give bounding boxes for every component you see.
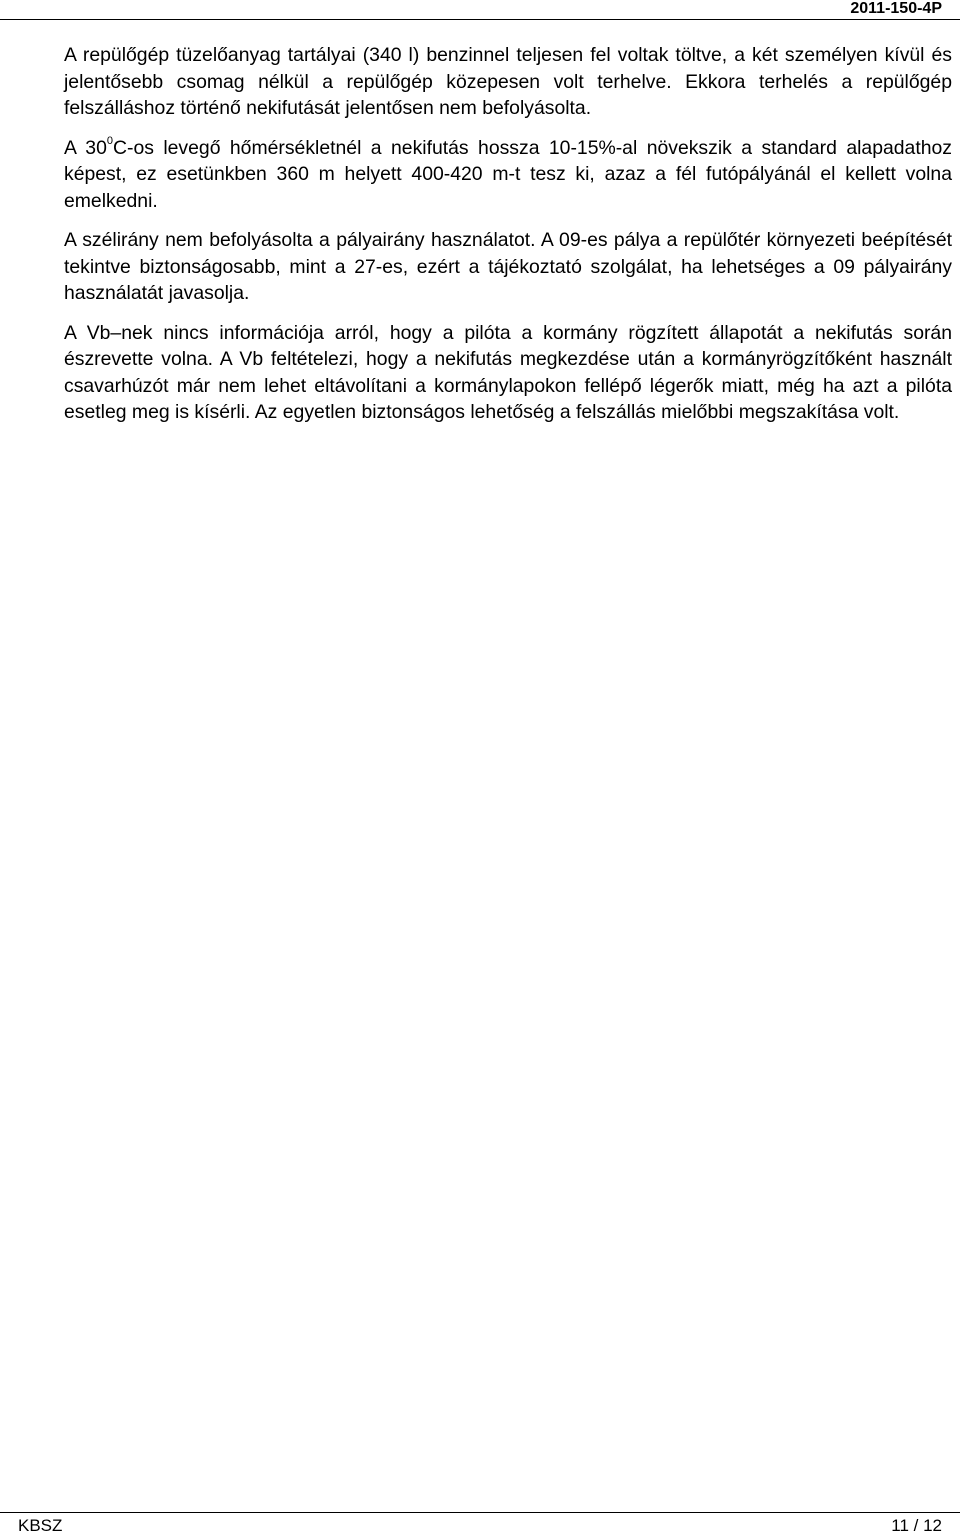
footer-divider bbox=[0, 1512, 960, 1513]
header-divider bbox=[0, 19, 960, 20]
paragraph-conclusion: A Vb–nek nincs információja arról, hogy a pilóta a kormány rögzített állapotát a nekifutás során észrevette volna. A Vb feltételezi, hogy a nekifutás megkezdése után a kormányrögzítőként használt csavarhúzót már nem lehet eltávolítani a kormánylapokon fellépő légerők miatt, még ha azt a pilóta esetleg meg is kísérli. Az egyetlen biztonságos lehetőség a felszállás mielőbbi megszakítása volt. bbox=[64, 321, 952, 423]
paragraph-temperature-rest: C-os levegő hőmérsékletnél a nekifutás hossza 10-15%-al növekszik a standard alapadathoz képest, ez esetünkben 360 m helyett 400-420 m-t tesz ki, azaz a fél futópályánál el kellett volna emelkedni. bbox=[64, 136, 952, 212]
degree-superscript: 0 bbox=[106, 135, 113, 148]
paragraph-temperature bbox=[64, 135, 952, 215]
document-code: 2011-150-4P bbox=[850, 0, 942, 17]
organization-name: KBSZ bbox=[18, 1516, 63, 1535]
paragraph-fuel-load: A repülőgép tüzelőanyag tartályai (340 l) benzinnel teljesen fel voltak töltve, a két személyen kívül és jelentősebb csomag nélkül a repülőgép közepesen volt terhelve. Ekkora terhelés a repülőgép felszálláshoz történő nekifutását jelentősen nem befolyásolta. bbox=[64, 44, 952, 119]
page-footer bbox=[0, 1508, 960, 1534]
paragraph-temperature-start: A 30 bbox=[64, 136, 107, 159]
paragraph-wind-direction: A szélirány nem befolyásolta a pályairány használatot. A 09-es pálya a repülőtér környezeti beépítését tekintve biztonságosabb, mint a 27-es, ezért a tájékoztató szolgálat, ha lehetséges a 09 pályairány használatát javasolja. bbox=[64, 229, 952, 304]
page-number: 11 / 12 bbox=[891, 1516, 942, 1535]
page-header bbox=[0, 0, 960, 22]
document-body bbox=[64, 42, 952, 439]
